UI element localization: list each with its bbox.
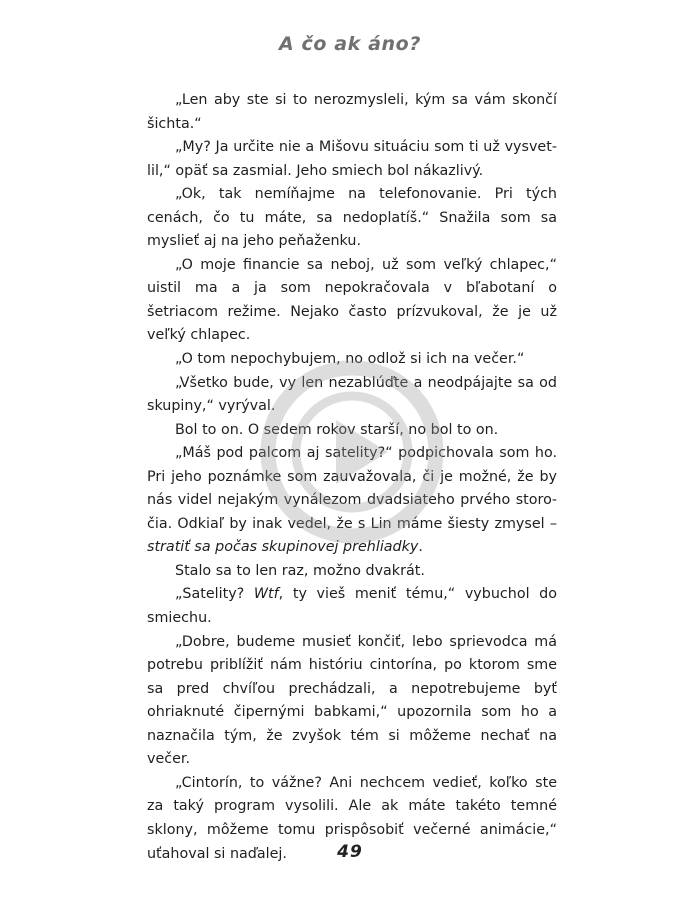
running-title: A čo ak áno? bbox=[279, 33, 421, 55]
paragraph: Stalo sa to len raz, možno dvakrát. bbox=[175, 562, 425, 579]
paragraph-end: . bbox=[418, 539, 423, 556]
paragraph: „Ok, tak nemíňajme na telefonovanie. Pri tých cenách, čo tu máte, sa nedoplatíš.“ Snažila som sa myslieť aj na jeho peňaženku. bbox=[147, 186, 557, 250]
paragraph bbox=[147, 583, 557, 630]
italic-phrase: stratiť sa počas skupinovej prehliadky bbox=[147, 539, 419, 556]
paragraph: „O moje financie sa neboj, už som veľký chlapec,“ uistil ma a ja som nepokračovala v bľabotaní o šetriacom režime. Nejako často prízvukoval, že je už veľký chlapec. bbox=[147, 256, 557, 344]
page-number: 49 bbox=[337, 842, 363, 862]
paragraph-text: „Satelity? bbox=[175, 586, 245, 603]
italic-word: Wtf bbox=[253, 586, 279, 603]
paragraph: „O tom nepochybujem, no odlož si ich na večer.“ bbox=[175, 351, 525, 368]
body-text bbox=[147, 89, 557, 866]
paragraph-text: „Máš pod palcom aj satelity?“ podpichovala som ho. Pri jeho poznámke som zauvažovala, či je možné, že by nás videl nejakým vynálezom dvadsiateho prvého storočia. Odkiaľ by inak vedel, že s Lin máme šiesty zmysel – bbox=[147, 445, 557, 532]
paragraph bbox=[147, 442, 557, 560]
paragraph: „Dobre, budeme musieť končiť, lebo sprievodca má potrebu priblížiť nám históriu cintorína, po ktorom sme sa pred chvíľou prechádzali, a nepotrebujeme byť ohriaknuté čipernými babkami,“ upozornila som ho a naznačila tým, že zvyšok tém si môžeme nechať na večer. bbox=[147, 633, 557, 768]
paragraph: Bol to on. O sedem rokov starší, no bol to on. bbox=[175, 421, 499, 438]
paragraph: „Všetko bude, vy len nezablúďte a neodpájajte sa od skupiny,“ vyrýval. bbox=[147, 374, 557, 415]
paragraph: „Len aby ste si to nerozmysleli, kým sa vám skončí šichta.“ bbox=[147, 92, 557, 132]
paragraph-text: , ty vieš meniť tému,“ vybuchol do smiechu. bbox=[147, 586, 558, 627]
paragraph: „Cintorín, to vážne? Ani nechcem vedieť, koľko ste za taký program vysolili. Ale ak máte takéto temné sklony, môžeme tomu prispôsobiť večerné animácie,“ uťahoval si naďalej. bbox=[147, 774, 557, 862]
paragraph: „My? Ja určite nie a Mišovu situáciu som ti už vysvetlil,“ opäť sa zasmial. Jeho smiech bol nákazlivý. bbox=[147, 139, 557, 179]
